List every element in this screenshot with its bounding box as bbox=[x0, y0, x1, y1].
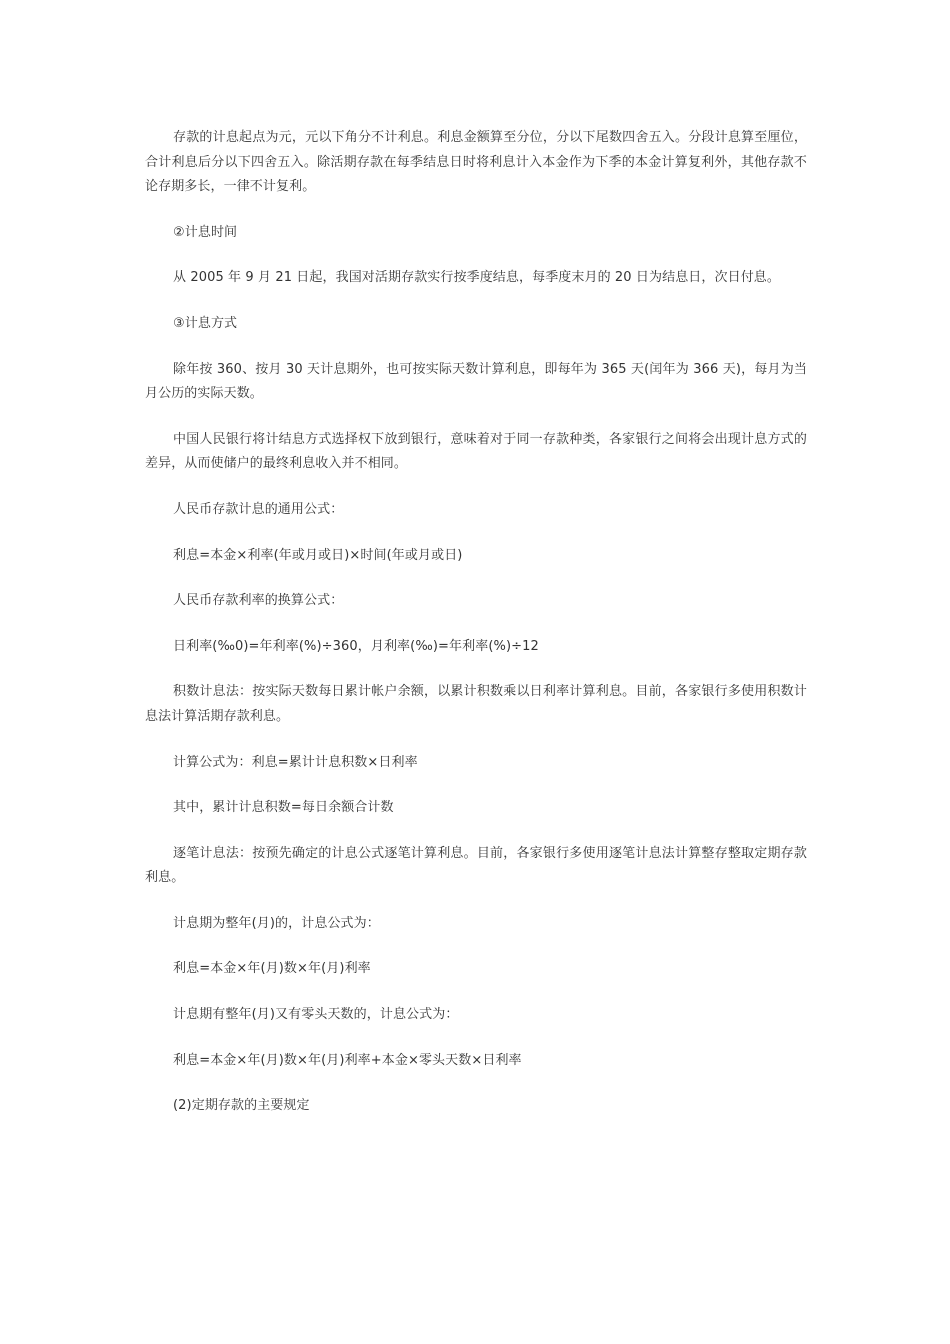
heading-interest-time: ②计息时间 bbox=[173, 224, 238, 240]
paragraph-day-count: 除年按 360、按月 30 天计息期外，也可按实际天数计算利息，即每年为 365 天(闰年为 366 天)，每月为当月公历的实际天数。 bbox=[145, 361, 807, 402]
formula-mixed-period: 利息=本金×年(月)数×年(月)利率+本金×零头天数×日利率 bbox=[173, 1052, 522, 1068]
document-body bbox=[145, 126, 807, 1140]
paragraph-rate-conversion-label: 人民币存款利率的换算公式： bbox=[173, 593, 344, 609]
formula-general-interest: 利息=本金×利率(年或月或日)×时间(年或月或日) bbox=[173, 547, 463, 563]
heading-interest-method: ③计息方式 bbox=[173, 315, 238, 331]
heading-time-deposit-rules: (2)定期存款的主要规定 bbox=[173, 1098, 310, 1114]
formula-accumulated-balance: 其中，累计计息积数=每日余额合计数 bbox=[173, 800, 394, 816]
formula-accumulation-interest: 计算公式为：利息=累计计息积数×日利率 bbox=[173, 754, 418, 770]
paragraph-accumulation-method: 积数计息法：按实际天数每日累计帐户余额，以累计积数乘以日利率计算利息。目前，各家银行多使用积数计息法计算活期存款利息。 bbox=[145, 684, 807, 724]
paragraph-interest-rules: 存款的计息起点为元，元以下角分不计利息。利息金额算至分位，分以下尾数四舍五入。分段计息算至厘位，合计利息后分以下四舍五入。除活期存款在每季结息日时将利息计入本金作为下季的本金计算复利外，其他存款不论存期多长，一律不计复利。 bbox=[145, 130, 807, 195]
paragraph-quarterly-settlement: 从 2005 年 9 月 21 日起，我国对活期存款实行按季度结息，每季度末月的 20 日为结息日，次日付息。 bbox=[173, 270, 780, 286]
formula-whole-period: 利息=本金×年(月)数×年(月)利率 bbox=[173, 961, 371, 977]
paragraph-mixed-period-label: 计息期有整年(月)又有零头天数的，计息公式为： bbox=[173, 1007, 459, 1023]
paragraph-general-formula-label: 人民币存款计息的通用公式： bbox=[173, 501, 344, 517]
paragraph-bank-choice: 中国人民银行将计结息方式选择权下放到银行，意味着对于同一存款种类，各家银行之间将会出现计息方式的差异，从而使储户的最终利息收入并不相同。 bbox=[145, 431, 807, 472]
formula-rate-conversion: 日利率(‰0)=年利率(%)÷360，月利率(‰)=年利率(%)÷12 bbox=[173, 638, 539, 654]
paragraph-itemized-method: 逐笔计息法：按预先确定的计息公式逐笔计算利息。目前，各家银行多使用逐笔计息法计算整存整取定期存款利息。 bbox=[145, 845, 807, 886]
paragraph-whole-period-label: 计息期为整年(月)的，计息公式为： bbox=[173, 915, 380, 931]
